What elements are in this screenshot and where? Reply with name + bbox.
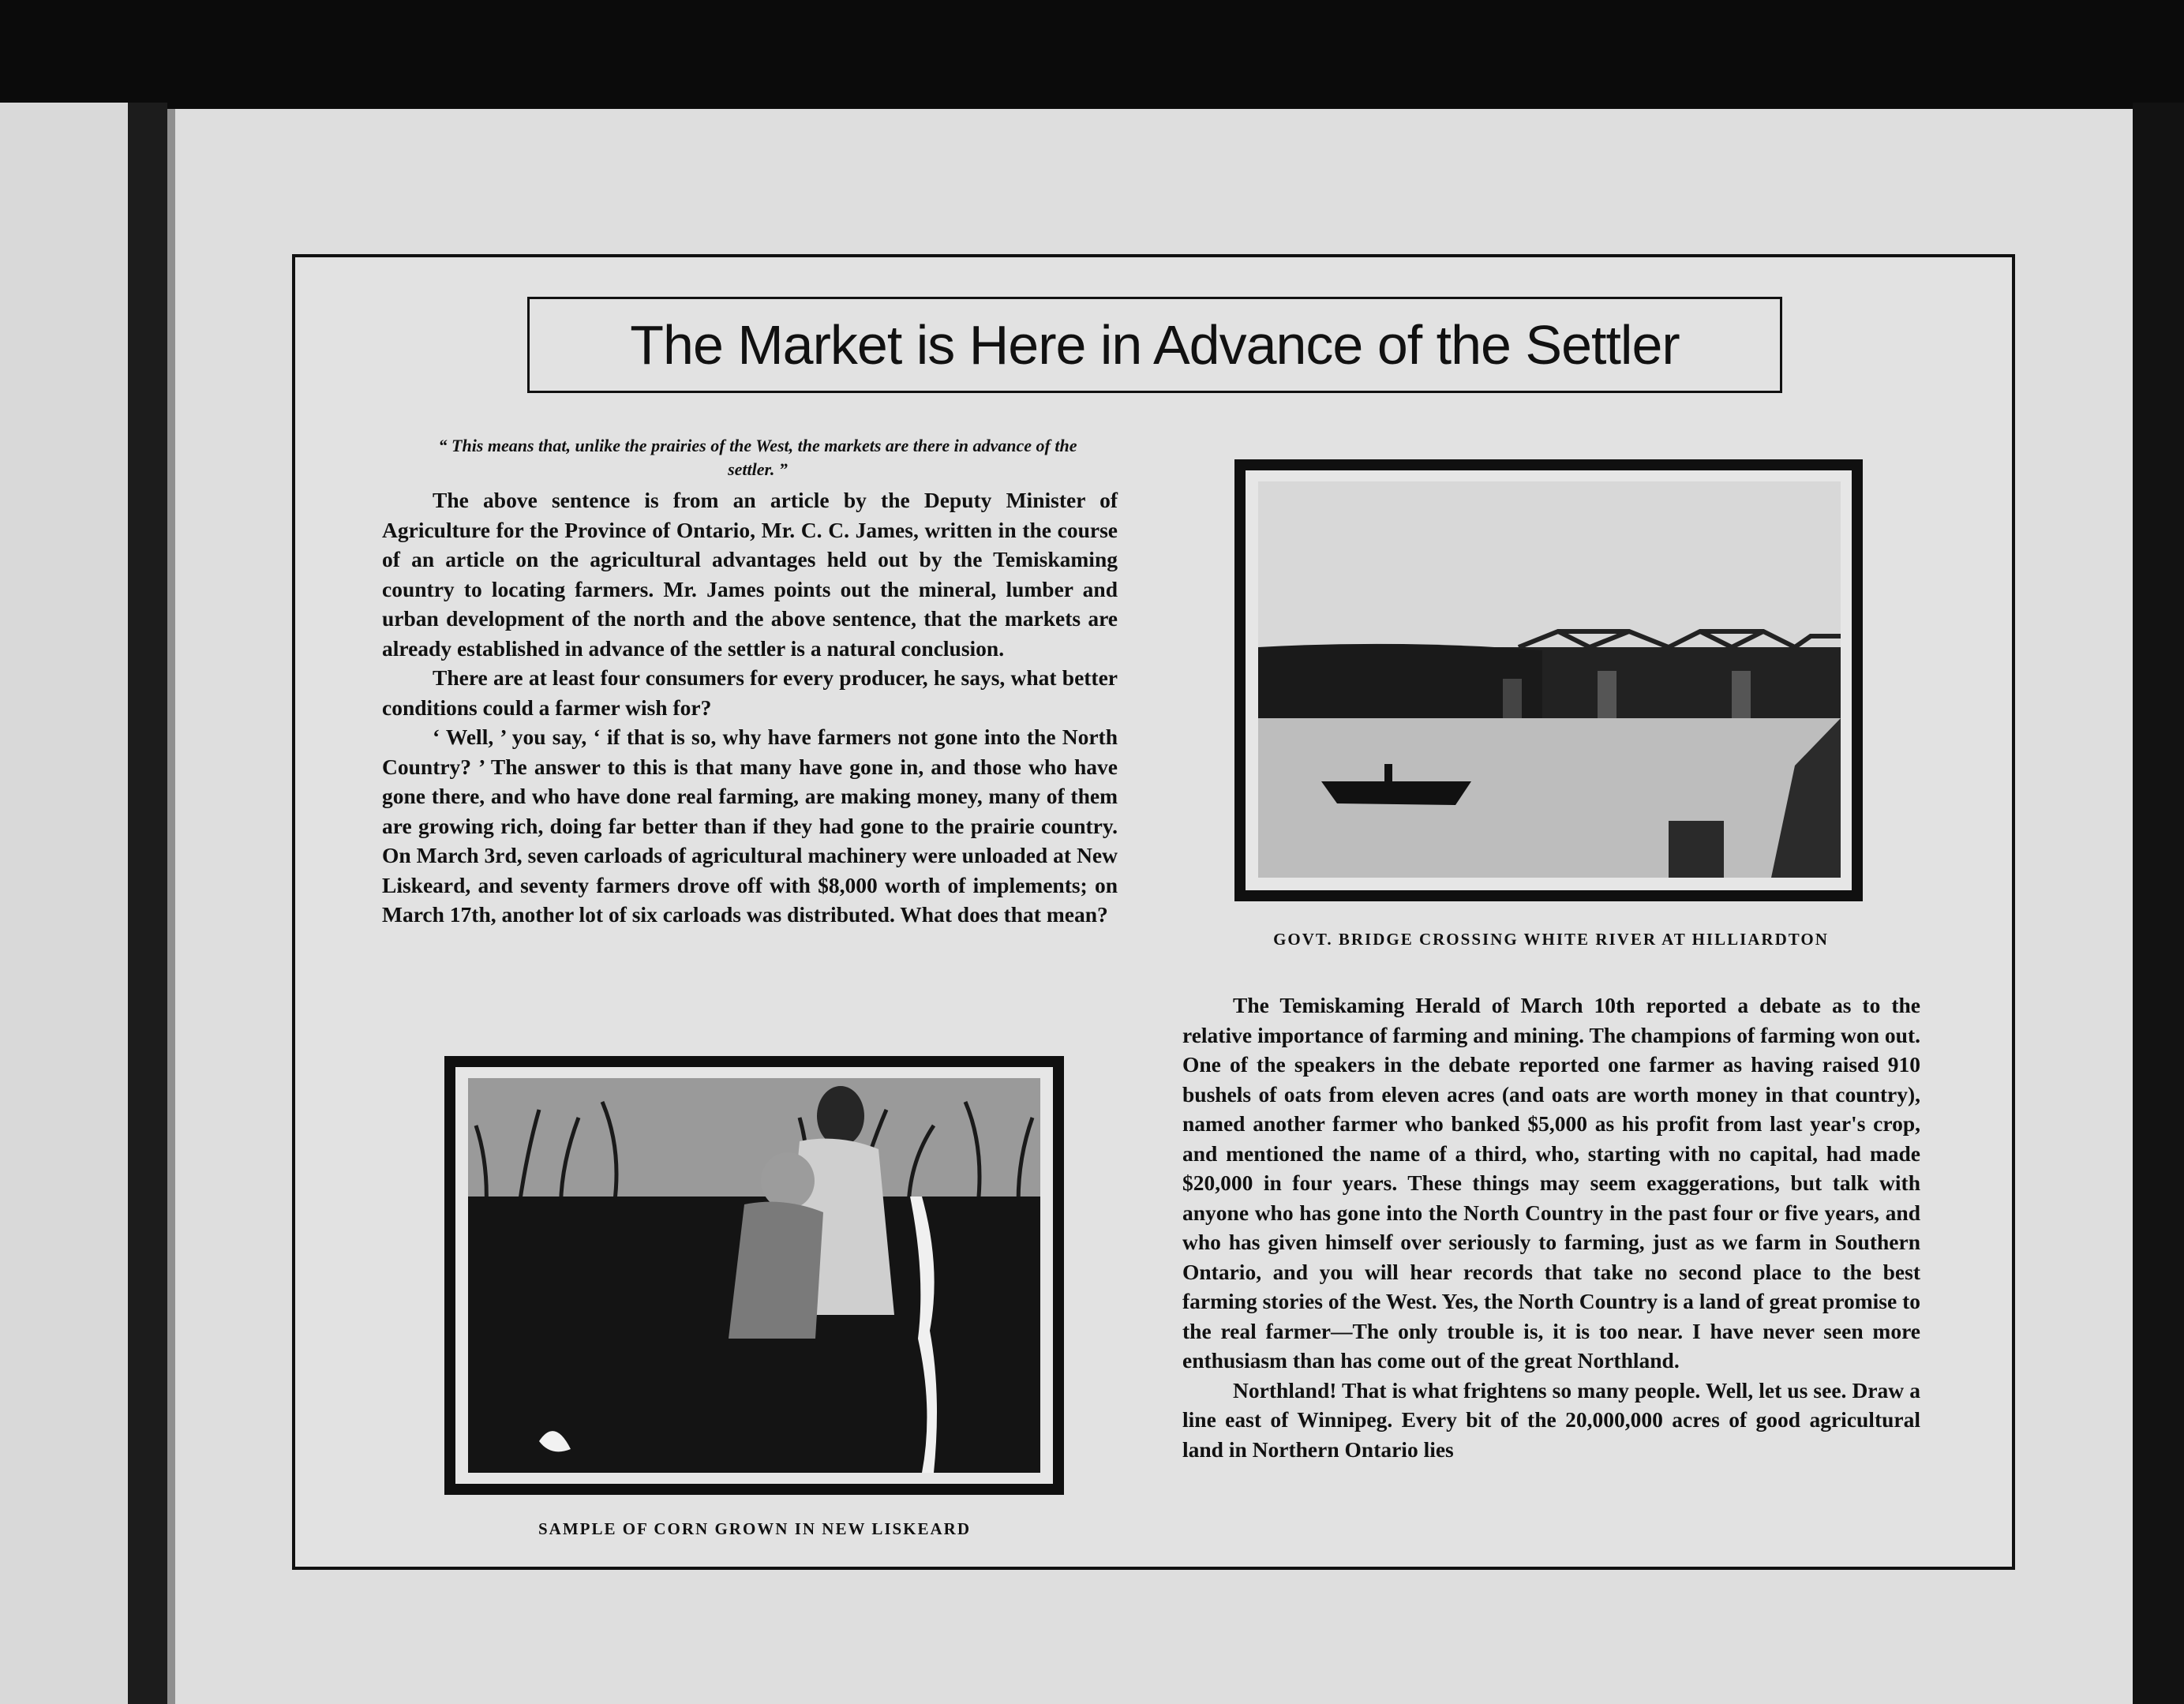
pull-quote: “ This means that, unlike the prairies of the West, the markets are there in advance of the settler. ” bbox=[438, 436, 1077, 479]
facing-page-edge bbox=[0, 103, 138, 1704]
left-column bbox=[382, 485, 1118, 930]
corn-photo bbox=[444, 1056, 1064, 1495]
corn-caption: SAMPLE OF CORN GROWN IN NEW LISKEARD bbox=[538, 1519, 972, 1538]
left-paragraph: There are at least four consumers for every producer, he says, what better conditions could a farmer wish for? bbox=[382, 665, 1118, 720]
right-paragraph: The Temiskaming Herald of March 10th reported a debate as to the relative importance of farming and mining. The champions of farming won out. One of the speakers in the debate reported one farmer as having raised 910 bushels of oats from eleven acres (and oats are worth money in that country), named another farmer who banked $5,000 as his profit from last year's crop, and mentioned the name of a third, who, starting with no capital, had made $20,000 in four years. These things may seem exaggerations, but talk with anyone who has gone into the North Country in the past four or five years, and who has given himself over seriously to farming, just as we farm in Southern Ontario, and you will hear records that take no second place to the best farming stories of the West. Yes, the North Country is a land of great promise to the real farmer—The only trouble is, it is too near. I have never seen more enthusiasm than has come out of the great Northland. bbox=[1182, 993, 1920, 1373]
bridge-image bbox=[1258, 481, 1841, 878]
corn-image bbox=[468, 1078, 1040, 1473]
title-box bbox=[527, 297, 1782, 393]
binding-shadow bbox=[128, 103, 167, 1704]
right-scan-shadow bbox=[2133, 103, 2184, 1704]
left-paragraph: ‘ Well, ’ you say, ‘ if that is so, why have farmers not gone into the North Country? ’ The answer to this is that many have gone in, and those who have gone there, and who have done real farming, are making money, many of them are growing rich, doing far better than if they had gone to the prairie country. On March 3rd, seven carloads of agricultural machinery were unloaded at New Liskeard, and seventy farmers drove off with $8,000 worth of implements; on March 17th, another lot of six carloads was distributed. What does that mean? bbox=[382, 725, 1118, 927]
bridge-caption: GOVT. BRIDGE CROSSING WHITE RIVER AT HILLIARDTON bbox=[1273, 930, 1829, 949]
page-title: The Market is Here in Advance of the Settler bbox=[630, 314, 1680, 376]
right-paragraph: Northland! That is what frightens so many people. Well, let us see. Draw a line east of Winnipeg. Every bit of the 20,000,000 acres of good agricultural land in Northern Ontario lies bbox=[1182, 1377, 1920, 1462]
right-column bbox=[1182, 991, 1920, 1464]
bridge-photo bbox=[1234, 459, 1863, 901]
left-paragraph: The above sentence is from an article by the Deputy Minister of Agriculture for the Province of Ontario, Mr. C. C. James, written in the course of an article on the agricultural advantages held out by the Temiskaming country to locating farmers. Mr. James points out the mineral, lumber and urban development of the north and the above sentence, that the markets are already established in advance of the settler is a natural conclusion. bbox=[382, 488, 1118, 661]
